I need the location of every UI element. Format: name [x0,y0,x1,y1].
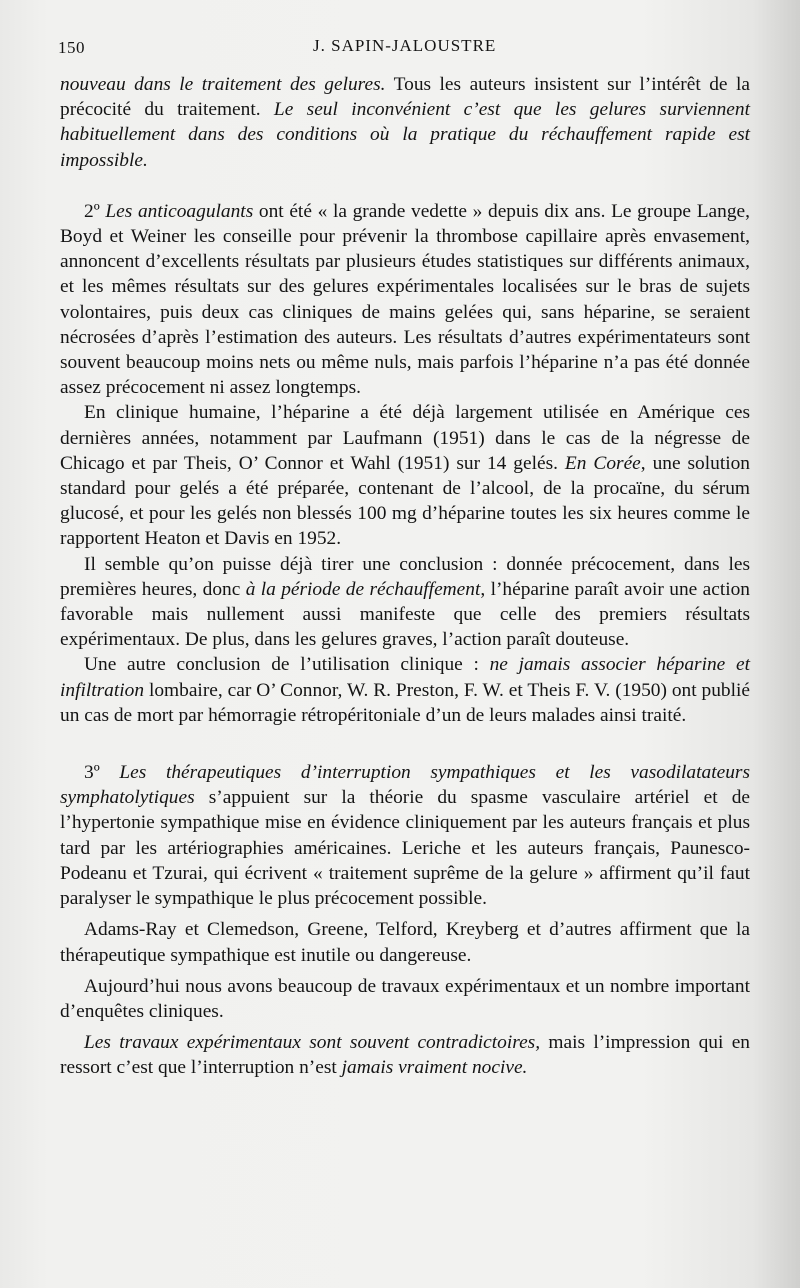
paragraph [60,652,750,728]
text-segment: Les thérapeutiques d’interruption sympathiques et les vasodilatateurs symphatolytiques [60,762,750,809]
paragraph [60,400,750,551]
text-segment: Le seul inconvénient c’est que les gelures surviennent habituellement dans des conditions où la pratique du réchauffement rapide est impossible. [60,99,750,171]
text-segment: Les travaux expérimentaux sont souvent contradictoires, [84,1032,541,1054]
text-segment: , l’héparine paraît avoir une action favorable mais nullement aussi manifeste que celle des premiers résultats expérimentaux. De plus, dans les gelures graves, l’action paraît douteuse. [60,578,750,651]
paragraph [60,199,750,401]
body-text [60,72,750,1081]
text-segment: Une autre conclusion de l’utilisation clinique : [84,654,490,676]
text-segment: à la période de réchauffement [245,578,481,600]
text-segment: Adams-Ray et Clemedson, Greene, Telford, Kreyberg et d’autres affirment que la thérapeutique sympathique est inutile ou dangereuse. [60,919,750,966]
text-segment: Aujourd’hui nous avons beaucoup de travaux expérimentaux et un nombre important d’enquêtes cliniques. [60,975,750,1022]
paragraph [60,917,750,967]
paragraph [60,552,750,653]
text-segment: , une solution standard pour gelés a été préparée, contenant de l’alcool, de la procaïne, du sérum glucosé, et pour les gelés non blessés 100 mg d’héparine toutes les six heures comme le rapportent Heaton et Davis en 1952. [60,452,751,550]
text-segment: En Corée [564,452,641,474]
paragraph [60,1030,750,1080]
paragraph [60,760,750,911]
section-number: 2º [84,200,106,222]
text-segment: lombaire, car O’ Connor, W. R. Preston, F. W. et Theis F. V. (1950) ont publié un cas de mort par hémorragie rétropéritoniale d’un de leurs malades ainsi traité. [60,679,750,726]
text-segment: mais l’impression qui en ressort c’est que l’interruption n’est [60,1032,750,1079]
text-segment: s’appuient sur la théorie du spasme vasculaire artériel et de l’hypertonie sympathique mise en évidence cliniquement par les auteurs français et plus tard par les artériographies américaines. Leriche et les auteurs français, Paunesco-Podeanu et Tzurai, qui écrivent « traitement suprême de la gelure » affirment qu’il faut paralyser le sympathique le plus précocement possible. [60,787,750,910]
section-number: 3º [84,762,120,784]
paragraph [60,974,750,1024]
text-segment: jamais vraiment nocive. [341,1057,528,1079]
text-segment: En clinique humaine, l’héparine a été déjà largement utilisée en Amérique ces dernières années, notamment par Laufmann (1951) dans le cas de la négresse de Chicago et par Theis, O’ Connor et Wahl (1951) sur 14 gelés. [60,402,750,474]
paragraph [60,72,750,173]
text-segment: Tous les auteurs insistent sur l’intérêt de la précocité du traitement. [60,74,750,121]
page-number: 150 [58,38,85,57]
page-header [58,34,748,62]
text-segment: Il semble qu’on puisse déjà tirer une conclusion : donnée précocement, dans les premières heures, donc [60,553,750,600]
text-segment: nouveau dans le traitement des gelures. [60,74,386,95]
text-segment: ont été « la grande vedette » depuis dix ans. Le groupe Lange, Boyd et Weiner les conseille pour prévenir la thrombose capillaire après envasement, annoncent d’excellents résultats par plusieurs études statistiques sur différents animaux, et les mêmes résultats sur des gelures expérimentales localisées sur le bras de sujets volontaires, puis deux cas cliniques de mains gelées qui, sans héparine, se seraient nécrosées d’après l’estimation des auteurs. Les résultats d’autres expérimentateurs sont souvent beaucoup moins nets ou même nuls, mais parfois l’héparine n’a pas été donnée assez précocement ni assez longtemps. [60,200,750,399]
running-head: J. SAPIN-JALOUSTRE [313,36,497,55]
text-segment: ne jamais associer héparine et infiltration [60,654,750,701]
text-segment: Les anticoagulants [105,200,254,222]
